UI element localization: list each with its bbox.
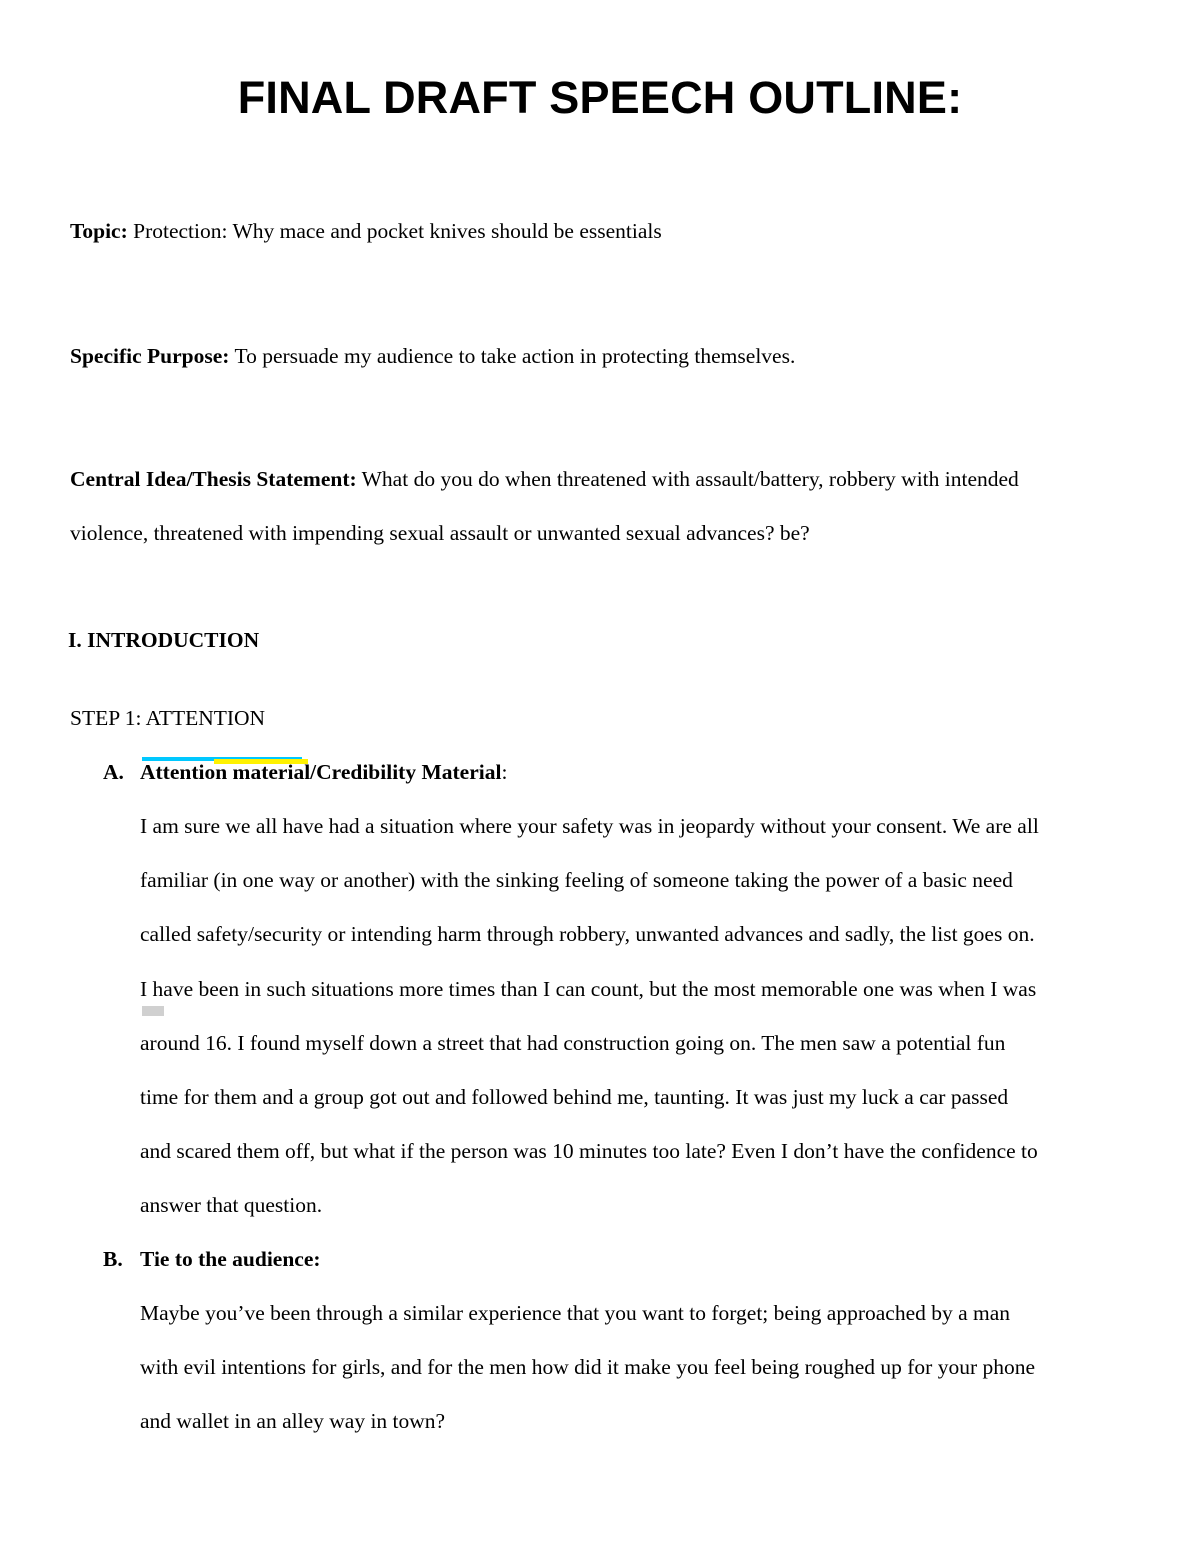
item-a-line: answer that question. [140,1193,323,1218]
section-heading-introduction: I. INTRODUCTION [68,628,260,652]
step-heading: STEP 1: ATTENTION [70,706,266,730]
item-a-heading [140,760,507,785]
item-a-line: called safety/security or intending harm through robbery, unwanted advances and sadly, the list goes on. [140,922,1035,947]
item-a-line: I am sure we all have had a situation where your safety was in jeopardy without your consent. We are all [140,814,1039,838]
item-b-label: Tie to the audience: [140,1247,321,1271]
gray-comment-mark [142,1006,164,1016]
topic-line [70,204,1130,258]
item-b-line: Maybe you’ve been through a similar experience that you want to forget; being approached by a man [140,1301,1011,1325]
central-idea-paragraph [70,452,1130,560]
specific-purpose-label: Specific Purpose: [70,344,230,368]
item-b-marker: B. [103,1247,123,1271]
topic-label: Topic: [70,219,128,243]
item-a-label: Attention material/Credibility Material [140,760,502,784]
central-idea-line-2: violence, threatened with impending sexual assault or unwanted sexual advances? be? [70,521,810,545]
item-a-line: familiar (in one way or another) with the sinking feeling of someone taking the power of a basic need [140,868,1013,893]
item-b-body [140,1286,1140,1449]
item-a-marker: A. [103,760,124,784]
item-a-line: around 16. I found myself down a street that had construction going on. The men saw a potential fun [140,1030,1006,1055]
specific-purpose-line [70,329,1130,383]
item-b-line: and wallet in an alley way in town? [140,1409,446,1434]
item-b-line: with evil intentions for girls, and for the men how did it make you feel being roughed up for your phone [140,1355,1036,1380]
central-idea-line-1: What do you do when threatened with assault/battery, robbery with intended [361,467,1019,491]
topic-value: Protection: Why mace and pocket knives should be essentials [133,219,662,243]
item-a-suffix: : [501,760,508,784]
item-a-body [140,799,1140,1233]
document-title: FINAL DRAFT SPEECH OUTLINE: [237,72,963,123]
item-a-line: and scared them off, but what if the person was 10 minutes too late? Even I don’t have the confidence to [140,1139,1038,1164]
specific-purpose-value: To persuade my audience to take action in protecting themselves. [234,344,796,368]
item-a-line: time for them and a group got out and followed behind me, taunting. It was just my luck a car passed [140,1085,1009,1110]
item-a-line: I have been in such situations more times than I can count, but the most memorable one was when I was [140,976,1037,1001]
central-idea-label: Central Idea/Thesis Statement: [70,467,357,491]
